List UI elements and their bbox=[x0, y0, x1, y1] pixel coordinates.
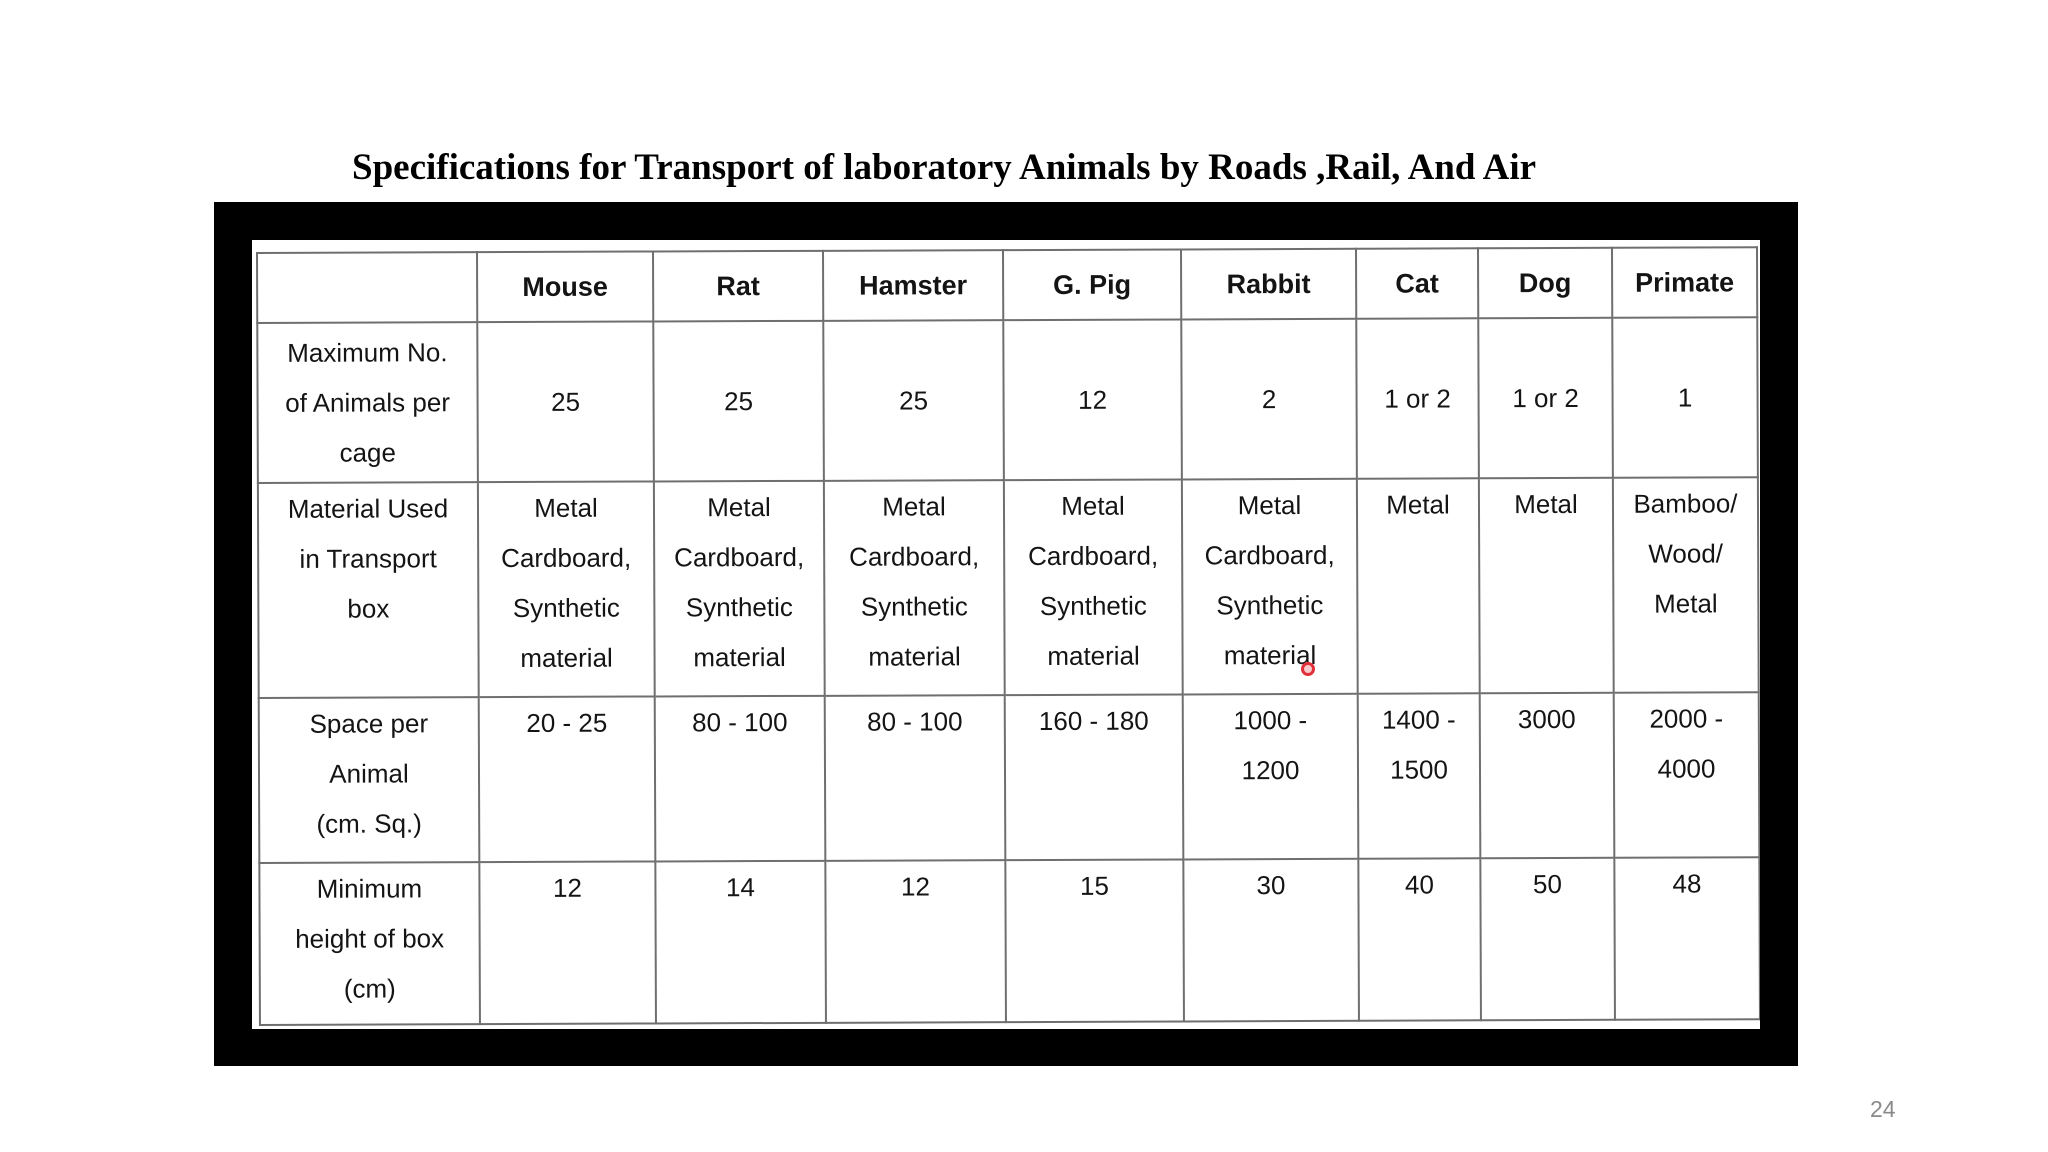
table-cell: 30 bbox=[1183, 859, 1359, 1022]
table-cell: 50 bbox=[1480, 858, 1615, 1021]
header-cell-primate: Primate bbox=[1612, 247, 1757, 318]
table-cell: 3000 bbox=[1480, 693, 1615, 859]
table-cell: 80 - 100 bbox=[825, 695, 1006, 861]
table-cell: Metal bbox=[1479, 478, 1614, 694]
table-row bbox=[259, 857, 1760, 1025]
table-row bbox=[258, 477, 1759, 698]
table-cell: Metal Cardboard, Synthetic material bbox=[824, 480, 1005, 696]
header-cell-corner bbox=[257, 252, 477, 323]
table-cell: 40 bbox=[1358, 858, 1481, 1020]
table-cell: 1 or 2 bbox=[1478, 318, 1613, 479]
table-cell: 2000 - 4000 bbox=[1614, 692, 1760, 858]
table-cell: 12 bbox=[825, 860, 1006, 1023]
table-cell: 1 or 2 bbox=[1356, 318, 1479, 478]
header-cell-rabbit: Rabbit bbox=[1181, 249, 1356, 320]
header-cell-rat: Rat bbox=[653, 251, 823, 322]
table-cell: 80 - 100 bbox=[655, 696, 826, 862]
table-image-frame bbox=[214, 202, 1798, 1066]
table-cell: Metal Cardboard, Synthetic material bbox=[1004, 479, 1183, 695]
page-number: 24 bbox=[1870, 1096, 1896, 1122]
table-cell: 1 bbox=[1612, 317, 1758, 478]
table-cell: 2 bbox=[1181, 319, 1357, 480]
table-cell: 160 - 180 bbox=[1005, 694, 1184, 860]
table-cell: 20 - 25 bbox=[479, 696, 656, 862]
specification-table bbox=[256, 246, 1760, 1026]
table-cell: Metal Cardboard, Synthetic material bbox=[654, 481, 825, 697]
table-cell: 1000 - 1200 bbox=[1183, 694, 1359, 860]
table-cell: 12 bbox=[479, 861, 656, 1024]
table-cell: 25 bbox=[823, 320, 1004, 481]
table-cell: 12 bbox=[1003, 319, 1182, 480]
table-cell: Bamboo/ Wood/ Metal bbox=[1613, 477, 1759, 693]
row-label-max-animals: Maximum No. of Animals per cage bbox=[257, 322, 478, 483]
table-cell: 25 bbox=[477, 321, 654, 482]
pointer-cursor-icon bbox=[1301, 662, 1315, 676]
table-cell: Metal Cardboard, Synthetic material bbox=[478, 481, 655, 697]
header-cell-mouse: Mouse bbox=[477, 251, 653, 322]
header-cell-guinea-pig: G. Pig bbox=[1003, 249, 1181, 320]
table-cell: Metal Cardboard, Synthetic material bbox=[1182, 479, 1358, 695]
table-cell: 14 bbox=[655, 861, 826, 1024]
table-row bbox=[259, 692, 1760, 863]
header-cell-dog: Dog bbox=[1478, 248, 1612, 319]
table-cell: 1400 - 1500 bbox=[1358, 693, 1481, 858]
header-cell-cat: Cat bbox=[1356, 248, 1478, 318]
table-row bbox=[257, 317, 1758, 483]
header-cell-hamster: Hamster bbox=[823, 250, 1003, 321]
row-label-material: Material Used in Transport box bbox=[258, 482, 479, 698]
table-cell: Metal bbox=[1357, 478, 1480, 693]
table-image bbox=[252, 240, 1760, 1029]
table-cell: 25 bbox=[653, 321, 824, 482]
table-cell: 15 bbox=[1005, 859, 1184, 1022]
row-label-space: Space per Animal (cm. Sq.) bbox=[259, 697, 480, 863]
header-row bbox=[257, 247, 1757, 323]
slide-title: Specifications for Transport of laboratory Animals by Roads ,Rail, And Air bbox=[352, 147, 1537, 188]
row-label-min-height: Minimum height of box (cm) bbox=[259, 862, 480, 1025]
table-cell: 48 bbox=[1614, 857, 1760, 1020]
